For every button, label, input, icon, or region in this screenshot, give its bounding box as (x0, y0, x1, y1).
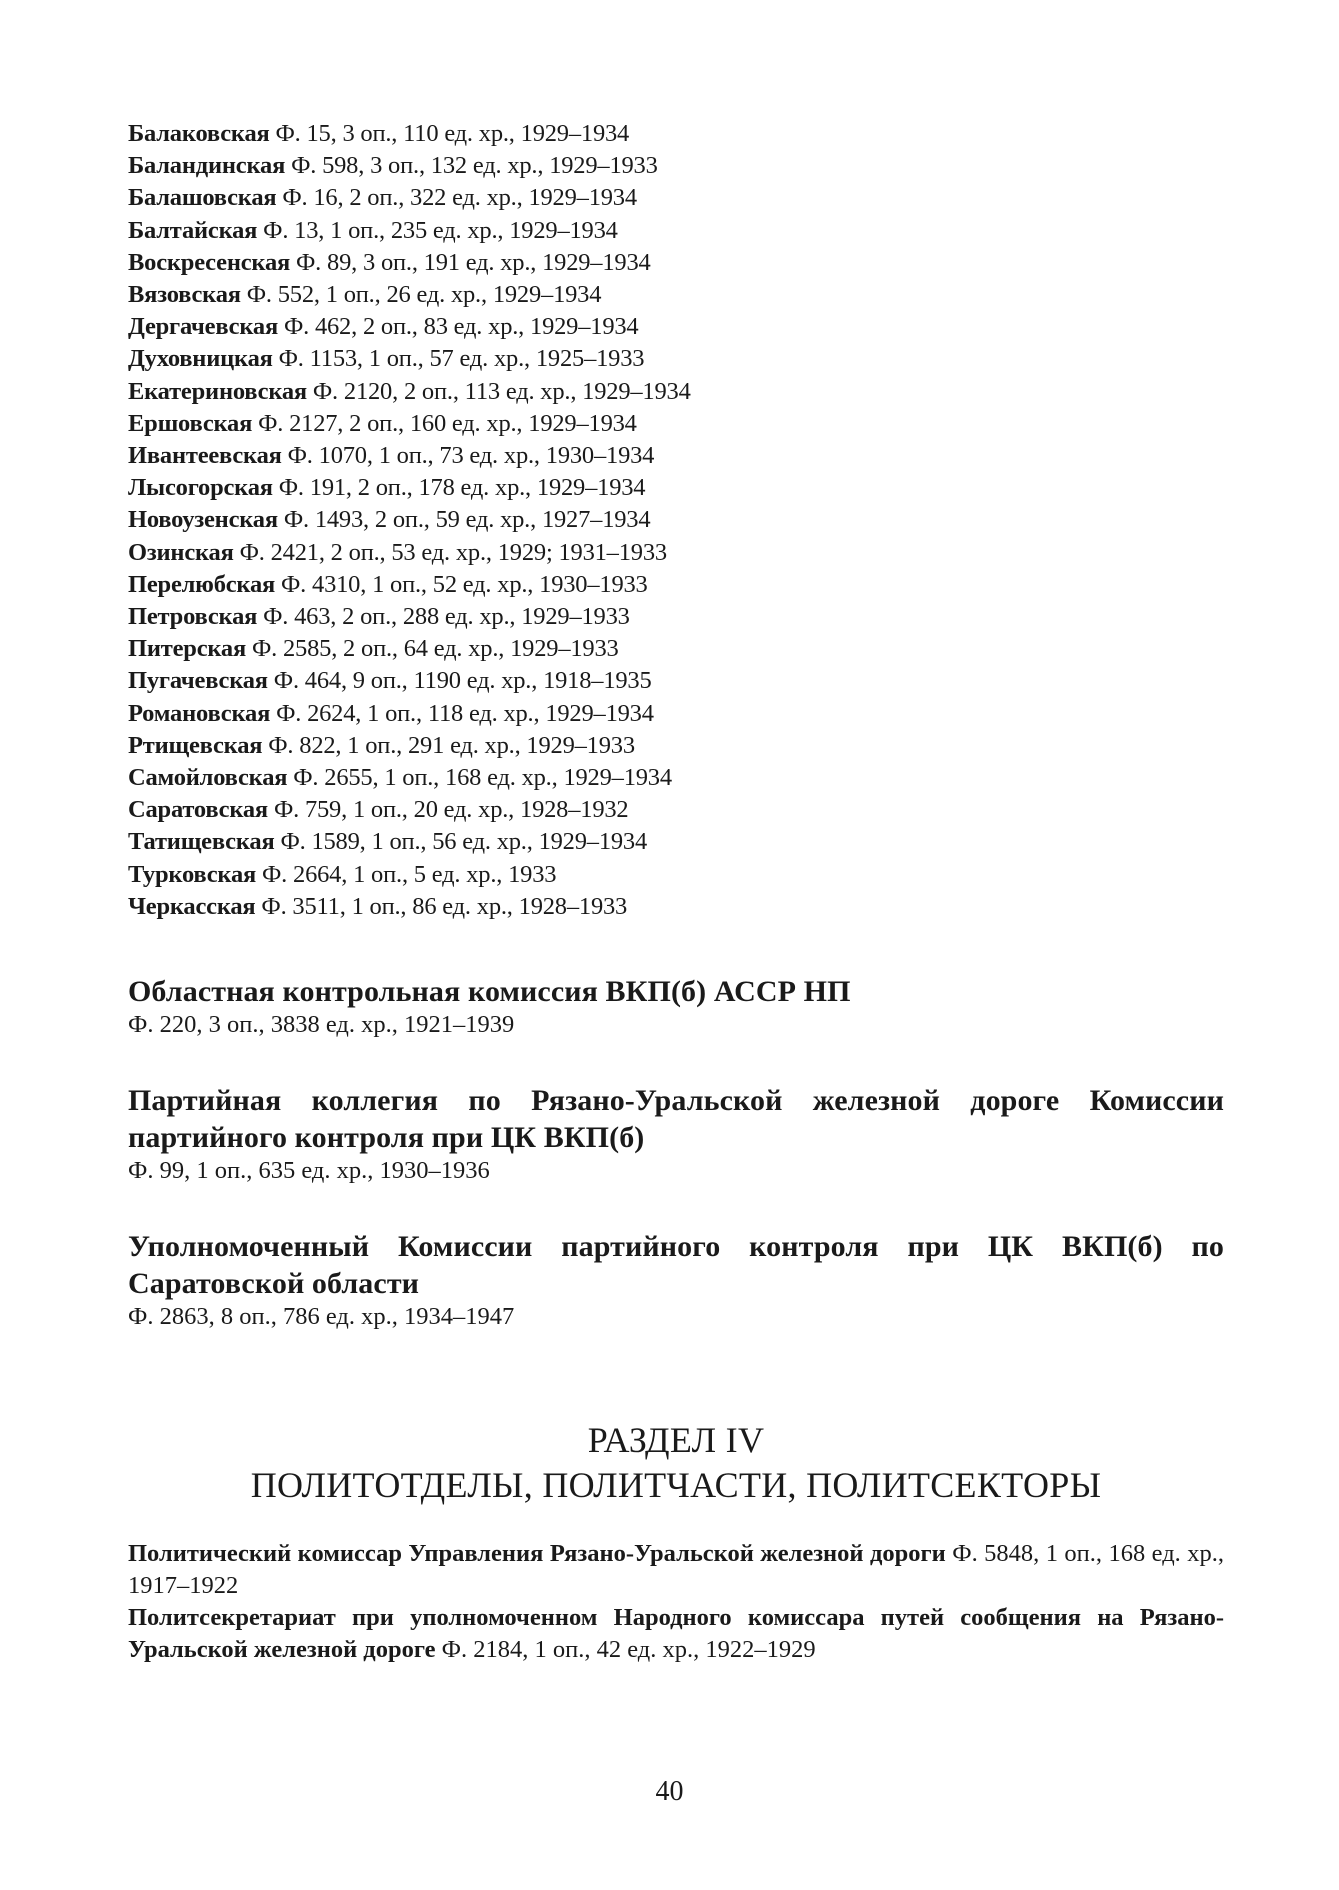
list-item (128, 472, 1224, 504)
entry-meta: Ф. 2184, 1 оп., 42 ед. хр., 1922–1929 (441, 1636, 816, 1664)
list-item (128, 311, 1224, 343)
section-meta: Ф. 220, 3 оп., 3838 ед. хр., 1921–1939 (128, 1011, 515, 1039)
section-meta: Ф. 99, 1 оп., 635 ед. хр., 1930–1936 (128, 1157, 490, 1185)
entry-meta: Ф. 598, 3 оп., 132 ед. хр., 1929–1933 (291, 152, 658, 180)
entry-name: Озинская (128, 538, 234, 566)
entry-meta: Ф. 191, 2 оп., 178 ед. хр., 1929–1934 (278, 474, 646, 502)
entry-name: Турковская (128, 860, 257, 888)
entry-name: Романовская (128, 699, 271, 727)
list-item (128, 1602, 1224, 1666)
entry-name: Лысогорская (128, 474, 273, 502)
entry-name: Политический комиссар Управления Рязано-Уральской железной дороги (128, 1540, 946, 1568)
list-item (128, 730, 1224, 762)
section-title: Уполномоченный Комиссии партийного контроля при ЦК ВКП(б) по Саратовской области (128, 1230, 1224, 1301)
list-item (128, 279, 1224, 311)
entry-meta: Ф. 1493, 2 оп., 59 ед. хр., 1927–1934 (283, 506, 651, 534)
entry-name: Балтайская (128, 216, 258, 244)
entry-name: Татищевская (128, 828, 275, 856)
entry-name: Перелюбская (128, 570, 276, 598)
section-title: Партийная коллегия по Рязано-Уральской железной дороге Комиссии партийного контроля при ЦК ВКП(б) (128, 1084, 1224, 1155)
political-list (128, 1538, 1224, 1666)
section-meta: Ф. 2863, 8 оп., 786 ед. хр., 1934–1947 (128, 1303, 515, 1331)
entry-name: Духовницкая (128, 345, 273, 373)
section-party-collegium (128, 1082, 1224, 1186)
entry-name: Баландинская (128, 152, 286, 180)
list-item (128, 859, 1224, 891)
entry-name: Самойловская (128, 764, 288, 792)
list-item (128, 150, 1224, 182)
entry-meta: Ф. 1070, 1 оп., 73 ед. хр., 1930–1934 (287, 442, 655, 470)
entry-meta: Ф. 5848, 1 оп., 168 ед. хр., 1917–1922 (128, 1540, 1225, 1600)
list-item (128, 794, 1224, 826)
entry-name: Пугачевская (128, 667, 268, 695)
entry-meta: Ф. 13, 1 оп., 235 ед. хр., 1929–1934 (263, 216, 618, 244)
list-item (128, 504, 1224, 536)
entry-meta: Ф. 552, 1 оп., 26 ед. хр., 1929–1934 (246, 281, 602, 309)
list-item (128, 601, 1224, 633)
entry-meta: Ф. 89, 3 оп., 191 ед. хр., 1929–1934 (296, 248, 651, 276)
entry-meta: Ф. 2664, 1 оп., 5 ед. хр., 1933 (262, 860, 557, 888)
list-item (128, 537, 1224, 569)
section-title: Областная контрольная комиссия ВКП(б) АССР НП (128, 975, 851, 1009)
section-control-commission (128, 973, 1224, 1040)
list-item (128, 698, 1224, 730)
entry-meta: Ф. 2421, 2 оп., 53 ед. хр., 1929; 1931–1933 (239, 538, 667, 566)
entry-meta: Ф. 464, 9 оп., 1190 ед. хр., 1918–1935 (273, 667, 652, 695)
list-item (128, 408, 1224, 440)
entry-meta: Ф. 759, 1 оп., 20 ед. хр., 1928–1932 (273, 796, 629, 824)
entry-name: Вязовская (128, 281, 241, 309)
entry-meta: Ф. 4310, 1 оп., 52 ед. хр., 1930–1933 (281, 570, 648, 598)
list-item (128, 665, 1224, 697)
part-title: ПОЛИТОТДЕЛЫ, ПОЛИТЧАСТИ, ПОЛИТСЕКТОРЫ (250, 1465, 1102, 1506)
entry-meta: Ф. 462, 2 оп., 83 ед. хр., 1929–1934 (283, 313, 639, 341)
entry-name: Питерская (128, 635, 247, 663)
entry-name: Балашовская (128, 184, 277, 212)
list-item (128, 343, 1224, 375)
list-item (128, 891, 1224, 923)
list-item (128, 762, 1224, 794)
list-item (128, 376, 1224, 408)
list-item (128, 182, 1224, 214)
entry-meta: Ф. 822, 1 оп., 291 ед. хр., 1929–1933 (268, 731, 635, 759)
entry-meta: Ф. 2624, 1 оп., 118 ед. хр., 1929–1934 (276, 699, 654, 727)
entry-meta: Ф. 463, 2 оп., 288 ед. хр., 1929–1933 (263, 603, 630, 631)
page-number: 40 (655, 1776, 684, 1807)
page-content (128, 118, 1224, 1666)
entry-name: Воскресенская (128, 248, 291, 276)
entry-name: Ивантеевская (128, 442, 282, 470)
entry-name: Дергачевская (128, 313, 278, 341)
entry-meta: Ф. 15, 3 оп., 110 ед. хр., 1929–1934 (275, 120, 630, 147)
entry-name: Балаковская (128, 120, 270, 147)
list-item (128, 215, 1224, 247)
entry-name: Новоузенская (128, 506, 278, 534)
entry-name: Ртищевская (128, 731, 263, 759)
entry-meta: Ф. 2655, 1 оп., 168 ед. хр., 1929–1934 (293, 764, 672, 792)
entry-meta: Ф. 3511, 1 оп., 86 ед. хр., 1928–1933 (261, 892, 628, 920)
entry-meta: Ф. 2127, 2 оп., 160 ед. хр., 1929–1934 (258, 409, 637, 437)
entry-name: Петровская (128, 603, 258, 631)
entry-meta: Ф. 2120, 2 оп., 113 ед. хр., 1929–1934 (312, 377, 691, 405)
entry-meta: Ф. 1153, 1 оп., 57 ед. хр., 1925–1933 (278, 345, 645, 373)
entry-name: Черкасская (128, 892, 256, 920)
district-list (128, 118, 1224, 923)
list-item (128, 633, 1224, 665)
entry-name: Екатериновская (128, 377, 307, 405)
entry-name: Политсекретариат при уполномоченном Народного комиссара путей сообщения на Рязано-Уральской железной дороге (128, 1604, 1224, 1664)
entry-meta: Ф. 2585, 2 оп., 64 ед. хр., 1929–1933 (251, 635, 619, 663)
entry-meta: Ф. 1589, 1 оп., 56 ед. хр., 1929–1934 (280, 828, 648, 856)
entry-name: Саратовская (128, 796, 268, 824)
list-item (128, 247, 1224, 279)
list-item (128, 1538, 1224, 1602)
list-item (128, 440, 1224, 472)
list-item (128, 118, 1224, 150)
entry-meta: Ф. 16, 2 оп., 322 ед. хр., 1929–1934 (282, 184, 637, 212)
part-number: РАЗДЕЛ IV (587, 1420, 765, 1461)
list-item (128, 569, 1224, 601)
list-item (128, 826, 1224, 858)
section-plenipotentiary (128, 1228, 1224, 1332)
entry-name: Ершовская (128, 409, 253, 437)
part-heading (128, 1418, 1224, 1508)
